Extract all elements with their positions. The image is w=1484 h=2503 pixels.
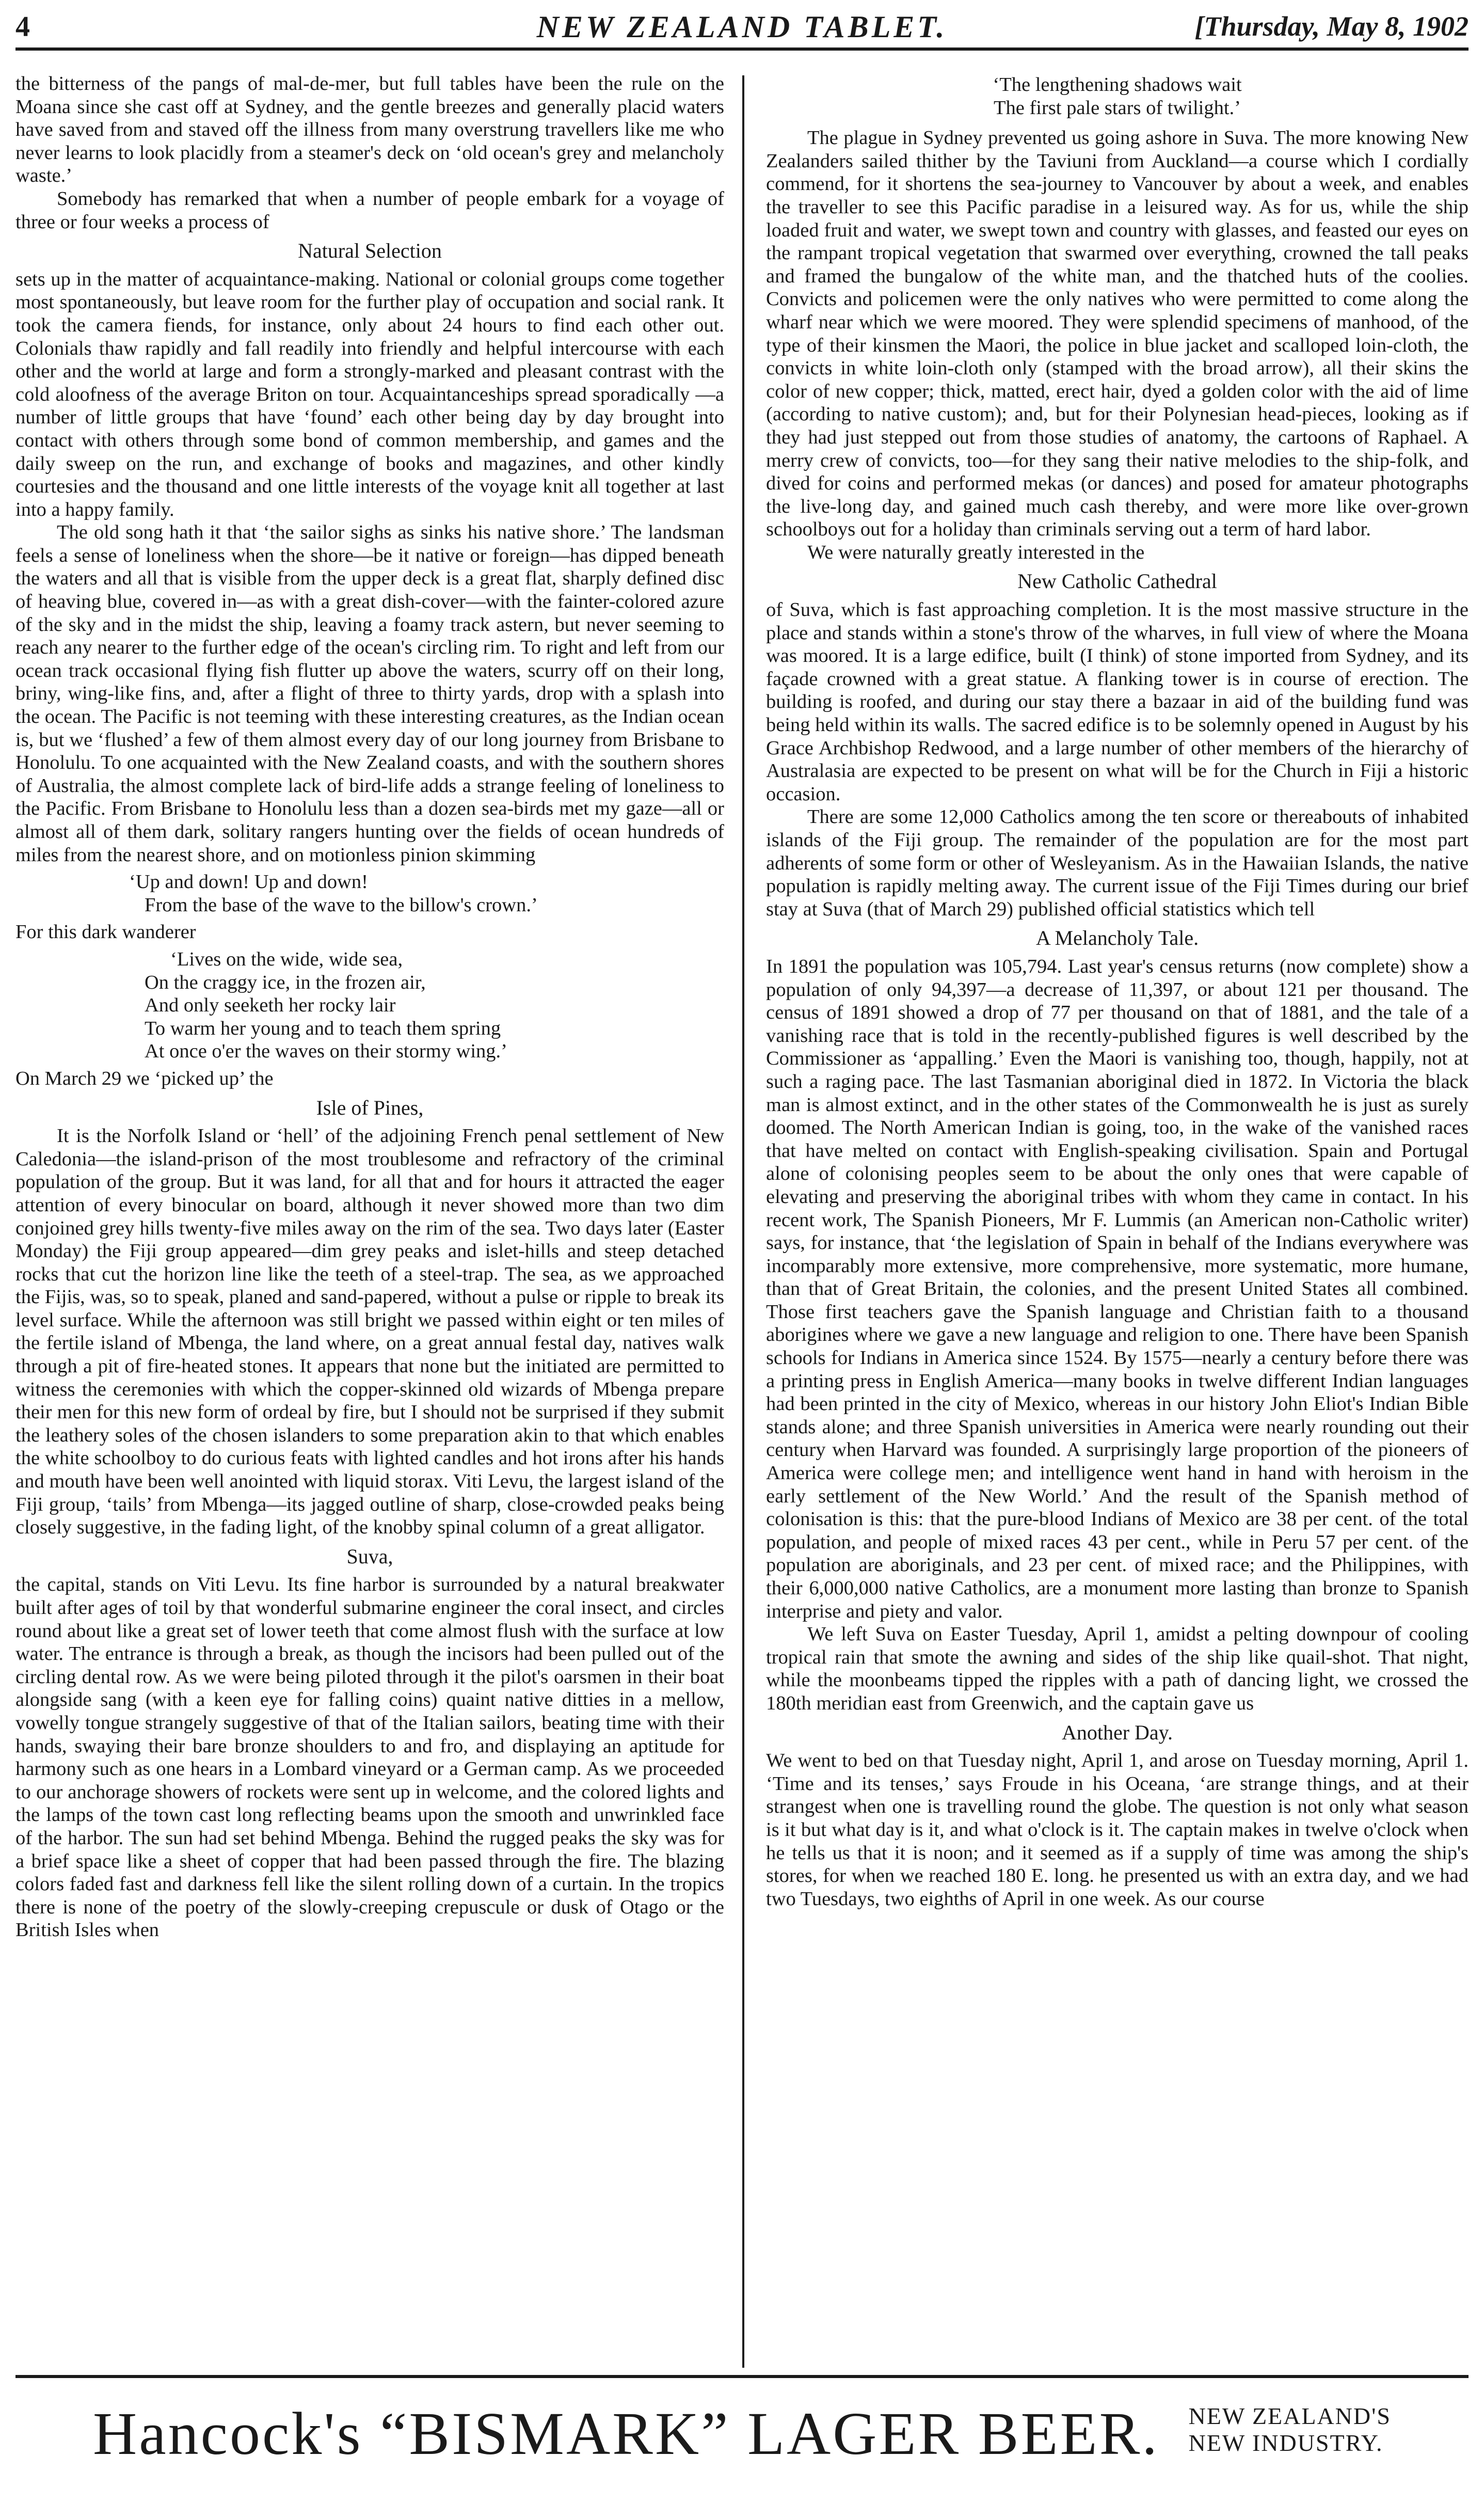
ad-tagline-line: NEW INDUSTRY.: [1188, 2430, 1383, 2456]
verse-line: To warm her young and to teach them spring: [145, 1017, 501, 1039]
ad-tagline: [1189, 2403, 1391, 2457]
paragraph: The plague in Sydney prevented us going ashore in Suva. The more knowing New Zealanders sailed thither by the Taviuni from Auckland—a course which I cordially commend, for it shortens the sea-journey to Vancouver by about a week, and enables the traveller to see this Pacific paradise in a leisured way. As for us, while the ship loaded fruit and water, we swept town and country with glasses, and feasted our eyes on the rampant tropical vegetation that swarmed over everything, crowned the tall peaks and framed the bungalow of the white man, and the thatched huts of the coolies. Convicts and policemen were the only natives who were permitted to come along the wharf near which we were moored. They were splendid specimens of manhood, of the type of their kinsmen the Maori, the police in blue jacket and scalloped loin-cloth, the convicts in white loin-cloth only (stamped with the broad arrow), all their skins the color of new copper; thick, matted, erect hair, dyed a golden color with the aid of lime (according to native custom); and, but for their Polynesian head-pieces, looking as if they had just stepped out from those studies of anatomy, the cartoons of Raphael. A merry crew of convicts, too—for they sang their native melodies to the ship-folk, and dived for coins and performed mekas (or dances) and posed for amateur photographs the live-long day, and gained much cash thereby, and were more like over-grown schoolboys out for a holiday than criminals serving out a term of hard labor.: [766, 127, 1469, 541]
verse-block: [15, 948, 724, 1063]
verse-line: And only seeketh her rocky lair: [145, 994, 396, 1017]
paragraph: We were naturally greatly interested in the: [807, 541, 1145, 563]
paragraph: the bitterness of the pangs of mal-de-mer, but full tables have been the rule on the Moana since she cast off at Sydney, and the gentle breezes and generally placid waters have saved from and staved off the illness from many overstrung travellers like me who never learns to look placidly from a steamer's deck on ‘old ocean's grey and melancholy waste.’: [15, 73, 724, 187]
page-number: 4: [15, 11, 30, 43]
paragraph: The old song hath it that ‘the sailor sighs as sinks his native shore.’ The landsman feels a sense of loneliness when the shore—be it native or foreign—has dipped beneath the waters and all that is visible from the upper deck is a great flat, sharply defined disc of heaving blue, covered in—as with a great dish-cover—with the fainter-colored azure of the sky and in the midst the ship, leaving a foamy track astern, but never seeming to reach any nearer to the further edge of the ocean's circling rim. To right and left from our ocean track occasional flying fish flutter up above the waters, scurry off on their long, briny, wing-like fins, and, after a flight of three to thirty yards, drop with a splash into the ocean. The Pacific is not teeming with these interesting creatures, as the Indian ocean is, but we ‘flushed’ a few of them almost every day of our long journey from Brisbane to Honolulu. To one acquainted with the New Zealand coasts, and with the southern shores of Australia, the almost complete lack of bird-life adds a strange feeling of loneliness to the Pacific. From Brisbane to Honolulu less than a dozen sea-birds met my gaze—all or almost all of them dark, solitary rangers hunting over the fields of ocean hundreds of miles from the nearest shore, and on motionless pinion skimming: [15, 521, 724, 866]
paragraph: of Suva, which is fast approaching completion. It is the most massive structure in the place and stands within a stone's throw of the wharves, in full view of where the Moana was moored. It is a large edifice, built (I think) of stone imported from Sydney, and its façade crowned with a great statue. A flanking tower is in course of erection. The building is roofed, and during our stay there a bazaar in aid of the building fund was being held within its walls. The sacred edifice is to be solemnly opened in August by his Grace Archbishop Redwood, and a large number of other members of the hierarchy of Australasia are expected to be present on what will be for the Church in Fiji a historic occasion.: [766, 599, 1469, 805]
paragraph: On March 29 we ‘picked up’ the: [15, 1067, 274, 1089]
subheading-another-day: Another Day.: [1061, 1720, 1173, 1744]
verse-block: [15, 870, 724, 916]
verse-line: From the base of the wave to the billow's crown.’: [145, 894, 538, 916]
verse-line: The first pale stars of twilight.’: [994, 97, 1241, 119]
verse-line: ‘Lives on the wide, wide sea,: [170, 948, 403, 970]
issue-date: [Thursday, May 8, 1902: [1194, 11, 1469, 42]
verse-block: [766, 73, 1469, 119]
right-column: [744, 72, 1469, 2375]
advertisement-strip: [15, 2375, 1469, 2497]
subheading-natural-selection: Natural Selection: [298, 239, 442, 263]
page-header: [15, 7, 1469, 51]
paragraph: the capital, stands on Viti Levu. Its fine harbor is surrounded by a natural breakwater built after ages of toil by that wonderful submarine engineer the coral insect, and circles round about like a great set of lower teeth that come almost flush with the surface at low water. The entrance is through a break, as though the incisors had been pulled out of the circling dental row. As we were being piloted through it the pilot's oarsmen in their boat alongside sang (with a keen eye for falling coins) quaint native ditties in a mellow, vowelly tongue strangely suggestive of that of the Italian sailors, beating time with their hands, swaying their bare bronze shoulders to and fro, and displaying an aptitude for harmony such as one hears in a Lombard vineyard or a German camp. As we proceeded to our anchorage showers of rockets were sent up in welcome, and the colored lights and the lamps of the town cast long reflecting beams upon the smooth and unwrinkled face of the harbor. The sun had set behind Mbenga. Behind the rugged peaks the sky was for a brief space like a sheet of copper that had been passed through the fire. The blazing colors faded fast and darkness fell like the silent rolling down of a curtain. In the tropics there is none of the poetry of the slowly-creeping crepuscule or dusk of Otago or the British Isles when: [15, 1574, 724, 1941]
paragraph: We left Suva on Easter Tuesday, April 1, amidst a pelting downpour of cooling tropical rain that smote the awning and sides of the ship like quail-shot. That night, while the moonbeams tipped the ripples with a path of dancing light, we crossed the 180th meridian east from Greenwich, and the captain gave us: [766, 1623, 1469, 1714]
subheading-suva: Suva,: [346, 1544, 393, 1568]
paragraph: sets up in the matter of acquaintance-making. National or colonial groups come together most spontaneously, but leave room for the further play of occupation and social rank. It took the camera fiends, for instance, only about 24 hours to find each other out. Colonials thaw rapidly and fall readily into friendly and helpful intercourse with each other and the world at large and form a strongly-marked and pleasant contrast with the cold aloofness of the average Briton on tour. Acquaintanceships spread sporadically —a number of little groups that have ‘found’ each other being day by day brought into contact with others through some bond of common membership, and games and the daily sweep on the run, and exchange of books and magazines, and other kindly courtesies and the thousand and one little interests of the voyage knit all together at last into a happy family.: [15, 268, 724, 520]
verse-line: ‘Up and down! Up and down!: [129, 871, 368, 893]
left-column: [15, 72, 742, 2375]
paragraph: It is the Norfolk Island or ‘hell’ of the adjoining French penal settlement of New Caledonia—the island-prison of the most troublesome and refractory of the criminal population of the group. But it was land, for all that and for hours it attracted the eager attention of every binocular on board, although it never showed more than two dim conjoined grey hills twenty-five miles away on the rim of the sea. Two days later (Easter Monday) the Fiji group appeared—dim grey peaks and islet-hills and steep detached rocks that cut the horizon line like the teeth of a steel-trap. The sea, as we approached the Fijis, was, so to speak, planed and sand-papered, without a pulse or ripple to break its level surface. While the afternoon was still bright we passed within eight or ten miles of the fertile island of Mbenga, the land where, on a great annual festal day, natives walk through a pit of fire-heated stones. It appears that none but the initiated are permitted to witness the ceremonies with which the copper-skinned old wizards of Mbenga prepare their men for this new form of ordeal by fire, but I should not be surprised if they submit the leathery soles of the chosen islanders to some preparation akin to that which enables the white schoolboy to do curious feats with lighted candles and hot irons after his hands and mouth have been well anointed with liquid storax. Viti Levu, the largest island of the Fiji group, ‘tails’ from Mbenga—its jagged outline of sharp, close-crowded peaks being closely suggestive, in the fading light, of the knobby spinal column of a great alligator.: [15, 1125, 724, 1539]
masthead-title: NEW ZEALAND TABLET.: [536, 10, 948, 44]
verse-line: ‘The lengthening shadows wait: [993, 74, 1242, 96]
ad-tagline-line: NEW ZEALAND'S: [1188, 2403, 1391, 2429]
subheading-new-catholic-cathedral: New Catholic Cathedral: [1017, 569, 1217, 593]
paragraph: For this dark wanderer: [15, 921, 196, 943]
paragraph: There are some 12,000 Catholics among the ten score or thereabouts of inhabited islands of the Fiji group. The remainder of the population are for the most part adherents of some form or other of Wesleyanism. As in the Hawaiian Islands, the native population is rapidly melting away. The current issue of the Fiji Times during our brief stay at Suva (that of March 29) published official statistics which tell: [766, 806, 1469, 920]
paragraph: In 1891 the population was 105,794. Last year's census returns (now complete) show a population of only 94,397—a decrease of 11,397, or about 121 per thousand. The census of 1891 showed a drop of 77 per thousand on that of 1881, and the tale of a vanishing race that is told in the recently-published figures is well described by the Commissioner as ‘appalling.’ Even the Maori is vanishing too, though, happily, not at such a raging pace. The last Tasmanian aboriginal died in 1872. In Victoria the black man is almost extinct, and in the other states of the Commonwealth he is just as surely doomed. The North American Indian is going, too, in the wake of the vanished races that have melted on contact with English-speaking civilisation. Spain and Portugal alone of colonising peoples seem to be about the only ones that were capable of elevating and preserving the aboriginal tribes with whom they came in contact. In his recent work, The Spanish Pioneers, Mr F. Lummis (an American non-Catholic writer) says, for instance, that ‘the legislation of Spain in behalf of the Indians everywhere was incomparably more extensive, more comprehensive, more systematic, more humane, than that of Great Britain, the colonies, and the present United States all combined. Those first teachers gave the Spanish language and Christian faith to a thousand aborigines where we gave a new language and religion to one. There have been Spanish schools for Indians in America since 1524. By 1575—nearly a century before there was a printing press in English America—many books in twelve different Indian languages had been printed in the city of Mexico, whereas in our history John Eliot's Indian Bible stands alone; and three Spanish universities in America were nearly rounding out their century when Harvard was founded. A surprisingly large proportion of the pioneers of America were college men; and intelligence went hand in hand with heroism in the early settlement of the New World.’ And the result of the Spanish method of colonisation is this: that the pure-blood Indians of Mexico are 38 per cent. of the total population, and people of mixed races 43 per cent., while in Peru 57 per cent. of the population are aboriginals, and 23 per cent. of mixed race; and the Philippines, with their 6,000,000 native Catholics, are a monument more lasting than bronze to Spanish interprise and piety and valor.: [766, 955, 1469, 1622]
subheading-melancholy-tale: A Melancholy Tale.: [1035, 926, 1199, 950]
verse-line: At once o'er the waves on their stormy wing.’: [145, 1040, 507, 1063]
beer-advertisement: Hancock's “BISMARK” LAGER BEER.: [93, 2400, 1159, 2467]
subheading-isle-of-pines: Isle of Pines,: [316, 1096, 424, 1119]
paragraph: We went to bed on that Tuesday night, April 1, and arose on Tuesday morning, April 1. ‘Time and its tenses,’ says Froude in his Oceana, ‘are strange things, and at their strangest when one is travelling round the globe. The question is not only what season is it but what day is it, and what o'clock is it. The captain makes in twelve o'clock when he tells us that it is noon; and it seemed as if a supply of time was among the ship's stores, for when we reached 180 E. long. he presented us with an extra day, and we had two Tuesdays, two eighths of April in one week. As our course: [766, 1750, 1469, 1910]
paragraph: Somebody has remarked that when a number of people embark for a voyage of three or four weeks a process of: [15, 187, 724, 233]
verse-line: On the craggy ice, in the frozen air,: [145, 971, 426, 993]
article-columns: [15, 72, 1469, 2375]
